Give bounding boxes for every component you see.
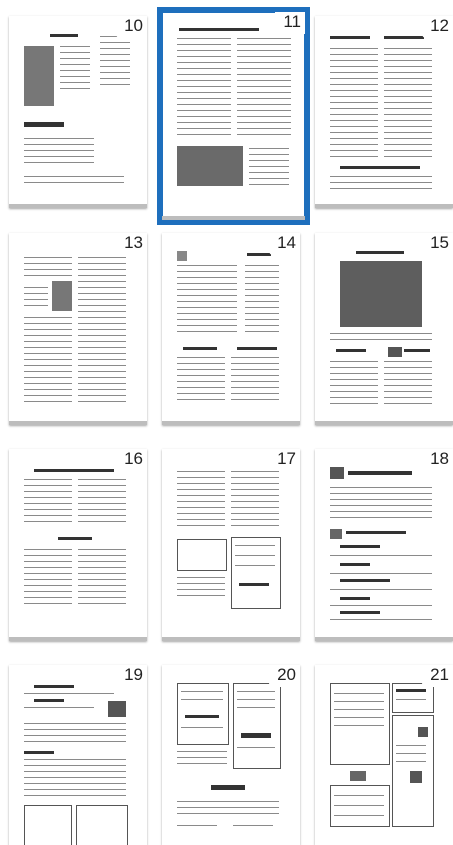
page-number-badge: 18	[422, 449, 453, 471]
page-number-badge: 14	[269, 233, 300, 255]
page-number-badge: 13	[116, 233, 147, 255]
page-thumbnail-17[interactable]	[162, 449, 300, 641]
page-number-badge: 12	[422, 16, 453, 38]
page-thumbnail-15[interactable]	[315, 233, 453, 425]
page-preview	[20, 26, 136, 198]
page-preview	[326, 243, 442, 415]
page-number-badge: 21	[422, 665, 453, 687]
page-bottom-bar	[315, 204, 453, 208]
page-preview	[173, 459, 289, 631]
page-preview	[173, 675, 289, 835]
page-thumbnail-21[interactable]	[315, 665, 453, 845]
page-preview	[173, 22, 294, 210]
page-bottom-bar	[162, 637, 300, 641]
page-bottom-bar	[9, 421, 147, 425]
page-bottom-bar	[315, 421, 453, 425]
page-thumbnail-10[interactable]	[9, 16, 147, 208]
page-bottom-bar	[9, 637, 147, 641]
page-preview	[326, 675, 442, 835]
page-preview	[326, 26, 442, 198]
page-thumbnail-20[interactable]	[162, 665, 300, 845]
page-thumbnail-18[interactable]	[315, 449, 453, 641]
page-preview	[20, 675, 136, 835]
page-number-badge: 16	[116, 449, 147, 471]
page-thumbnail-11[interactable]	[162, 12, 305, 220]
page-number-badge: 19	[116, 665, 147, 687]
page-number-badge: 15	[422, 233, 453, 255]
page-thumbnail-13[interactable]	[9, 233, 147, 425]
page-number-badge: 17	[269, 449, 300, 471]
page-thumbnail-12[interactable]	[315, 16, 453, 208]
page-thumbnail-19[interactable]	[9, 665, 147, 845]
page-bottom-bar	[9, 204, 147, 208]
page-preview	[173, 243, 289, 415]
page-number-badge: 20	[269, 665, 300, 687]
page-preview	[326, 459, 442, 631]
page-thumbnail-14[interactable]	[162, 233, 300, 425]
page-preview	[20, 243, 136, 415]
page-bottom-bar	[162, 421, 300, 425]
page-bottom-bar	[162, 216, 305, 220]
page-thumbnail-16[interactable]	[9, 449, 147, 641]
page-preview	[20, 459, 136, 631]
page-bottom-bar	[315, 637, 453, 641]
page-number-badge: 10	[116, 16, 147, 38]
page-number-badge: 11	[275, 12, 305, 34]
